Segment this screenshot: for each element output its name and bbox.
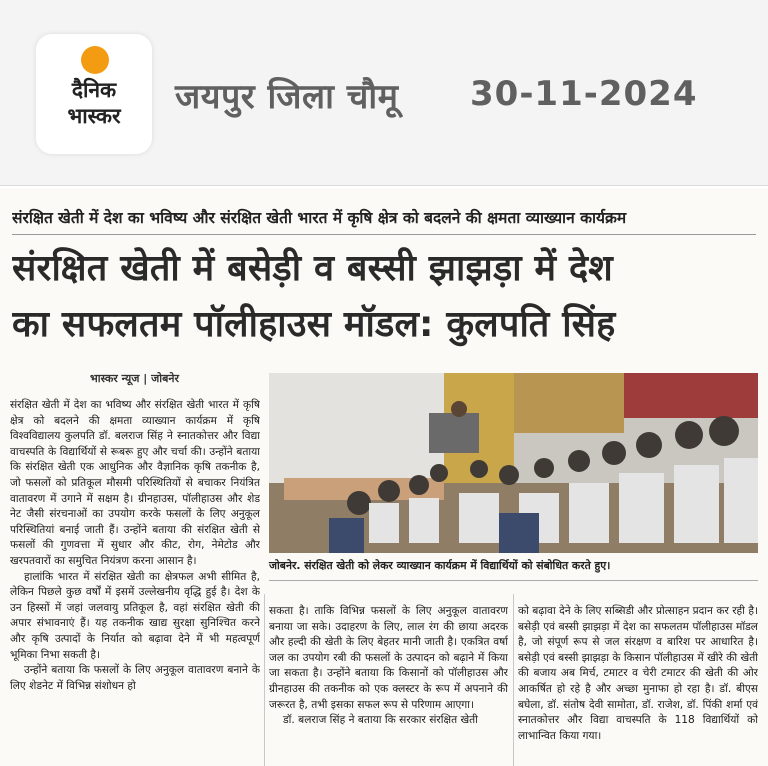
paragraph: सकता है। ताकि विभिन्न फसलों के लिए अनुकूल वातावरण बनाया जा सके। उदाहरण के लिए, लाल रंग की छाया अदरक और हल्दी की खेती के लिए बेहतर मानी जाती है। एकत्रित वर्षा जल का उपयोग रबी की फसलों के उत्पादन को बढ़ाने में किया जा सकता है। उन्होंने बताया कि किसानों को पॉलीहाउस और ग्रीनहाउस की तकनीक को एक क्लस्टर के रूप में अपनाने की जरूरत है, तभी इसका सफल रूप से परिणाम आएगा। <box>269 605 508 711</box>
logo-text-line2: भास्कर <box>67 104 121 128</box>
article-column-3 <box>518 604 758 766</box>
screenshot-header <box>0 0 768 186</box>
column-divider <box>513 594 514 766</box>
byline: भास्कर न्यूज | जोबनेर <box>90 372 179 385</box>
article-kicker: संरक्षित खेती में देश का भविष्य और संरक्षित खेती भारत में कृषि क्षेत्र को बदलने की क्षमता व्याख्यान कार्यक्रम <box>12 209 627 227</box>
sun-icon <box>81 46 109 74</box>
article-column-1 <box>10 398 260 766</box>
news-clipping <box>0 188 768 766</box>
paragraph: को बढ़ावा देने के लिए सब्सिडी और प्रोत्साहन प्रदान कर रही है। बसेड़ी एवं बस्सी झाझड़ा में देश का सफलतम पॉलीहाउस मॉडल है, जो संपूर्ण रूप से जल संरक्षण व बारिश पर आधारित है। बसेड़ी एवं बस्सी झाझड़ा के किसान पॉलीहाउस में खीरे की खेती की बजाय अब मिर्च, टमाटर व चेरी टमाटर की खेती की ओर आकर्षित हो रहे है और अच्छा मुनाफा हो रहा है। डॉ. बीएस बघेला, डॉ. संतोष देवी सामोता, डॉ. राजेश, डॉ. पिंकी शर्मा एवं स्नातकोत्तर और विद्या वाचस्पति के 118 विद्यार्थियों को लाभान्वित किया गया। <box>518 605 758 742</box>
article-column-2 <box>269 604 508 766</box>
photo-caption: जोबनेर. संरक्षित खेती को लेकर व्याख्यान कार्यक्रम में विद्यार्थियों को संबोधित करते हुए। <box>269 559 611 572</box>
paragraph: उन्होंने बताया कि फसलों के लिए अनुकूल वातावरण बनाने के लिए शेडनेट में विभिन्न संशोधन हो <box>10 664 260 692</box>
paragraph: संरक्षित खेती में देश का भविष्य और संरक्षित खेती भारत में कृषि क्षेत्र को बदलने की क्षमता व्याख्यान कार्यक्रम में कृषि विश्वविद्यालय कुलपति डॉ. बलराज सिंह ने स्नातकोत्तर और विद्या वाचस्पति के विद्यार्थियों से रूबरू हुए और चर्चा की। उन्होंने बताया कि संरक्षित खेती एक आधुनिक और वैज्ञानिक कृषि तकनीक है, जो फसलों को प्रतिकूल मौसमी परिस्थितियों से बचाकर नियंत्रित वातावरण में उगाने में सक्षम है। ग्रीनहाउस, पॉलीहाउस और शेड नेट जैसी संरचनाओं का उपयोग करके फसलों के लिए अनुकूल परिस्थितियां बनाई जाती हैं। उन्होंने बताया की संरक्षित खेती से फसलों की गुणवत्ता में सुधार और कीट, रोग, नेमेटोड और खरपतवारों का समुचित नियंत्रण करना आसान है। <box>10 399 260 567</box>
classroom-photo-illustration <box>269 373 758 553</box>
paragraph: डॉ. बलराज सिंह ने बताया कि सरकार संरक्षित खेती <box>283 714 478 727</box>
edition-place: जयपुर जिला चौमू <box>175 77 399 117</box>
divider <box>12 234 756 235</box>
column-divider <box>264 594 265 766</box>
headline-line-2: का सफलतम पॉलीहाउस मॉडल: कुलपति सिंह <box>12 304 616 345</box>
edition-date: 30-11-2024 <box>470 74 698 114</box>
divider <box>269 580 758 581</box>
dainik-bhaskar-logo <box>36 34 152 154</box>
paragraph: हालांकि भारत में संरक्षित खेती का क्षेत्रफल अभी सीमित है, लेकिन पिछले कुछ वर्षों में इसमें उल्लेखनीय वृद्धि हुई है। देश के उन हिस्सों में जहां जलवायु प्रतिकूल है, वहां संरक्षित खेती की अपार संभावनाएं हैं। यह तकनीक खाद्य सुरक्षा सुनिश्चित करने और कृषि उत्पादों के निर्यात को बढ़ावा देने में भी महत्वपूर्ण भूमिका निभा सकती है। <box>10 570 260 661</box>
logo-text-line1: दैनिक <box>71 78 117 102</box>
lecture-photo <box>269 373 758 553</box>
headline-line-1: संरक्षित खेती में बसेड़ी व बस्सी झाझड़ा में देश <box>12 248 613 289</box>
